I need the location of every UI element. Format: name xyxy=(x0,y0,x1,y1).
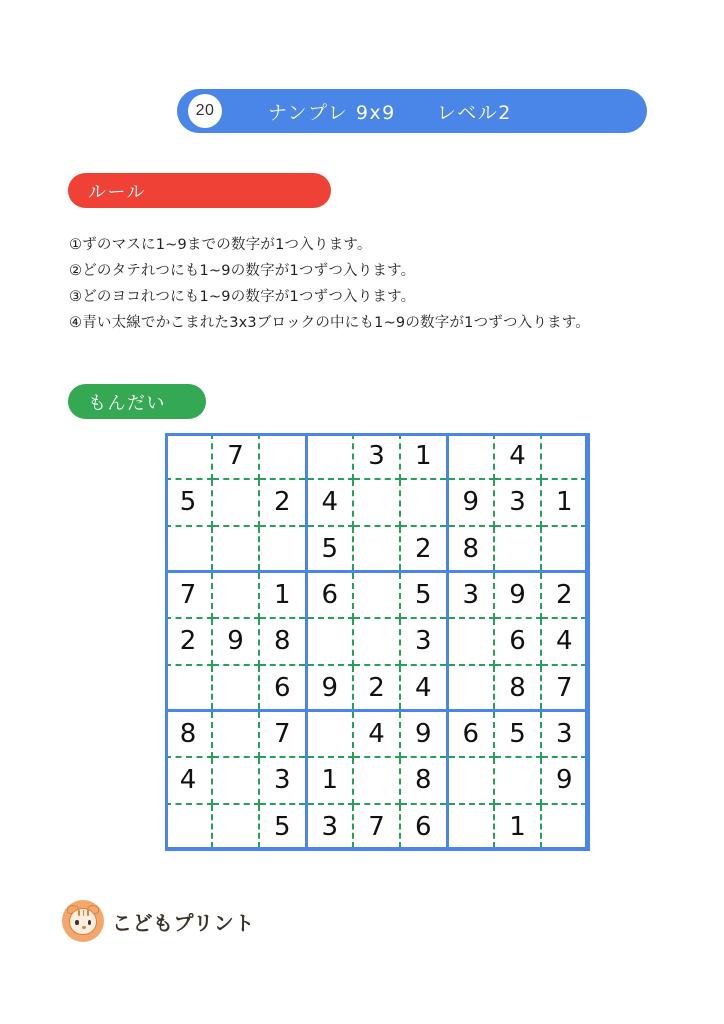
sudoku-cell-given[interactable] xyxy=(306,572,353,618)
rule-item-2: ②どのタテれつにも1~9の数字が1つずつ入ります。 xyxy=(69,263,416,279)
sudoku-cell-given[interactable] xyxy=(447,711,494,757)
sudoku-cell-given[interactable] xyxy=(306,665,353,711)
sudoku-row xyxy=(165,757,588,803)
sudoku-cell-value: 3 xyxy=(321,811,339,842)
sudoku-cell-value: 9 xyxy=(414,719,432,750)
sudoku-cell-given[interactable] xyxy=(494,711,541,757)
sudoku-cell-empty[interactable] xyxy=(212,479,259,525)
rules-section-banner xyxy=(68,173,331,208)
sudoku-cell-given[interactable] xyxy=(494,433,541,479)
sudoku-cell-value: 8 xyxy=(273,626,291,657)
sudoku-cell-value: 8 xyxy=(414,765,432,796)
sudoku-cell-value: 2 xyxy=(555,580,573,611)
sudoku-cell-value: 3 xyxy=(414,626,432,657)
sudoku-cell-value: 4 xyxy=(321,487,339,518)
rule-item-3: ③どのヨコれつにも1~9の数字が1つずつ入ります。 xyxy=(69,289,416,305)
sudoku-cell-given[interactable] xyxy=(306,526,353,572)
sudoku-cell-given[interactable] xyxy=(541,665,588,711)
sudoku-puzzle xyxy=(165,433,588,850)
sudoku-cell-value: 8 xyxy=(179,719,197,750)
sudoku-cell-empty[interactable] xyxy=(447,665,494,711)
sudoku-cell-given[interactable] xyxy=(306,757,353,803)
sudoku-cell-value: 9 xyxy=(555,765,573,796)
sudoku-cell-value: 3 xyxy=(555,719,573,750)
sudoku-cell-given[interactable] xyxy=(400,526,447,572)
sudoku-cell-given[interactable] xyxy=(259,711,306,757)
sudoku-row xyxy=(165,479,588,525)
sudoku-cell-empty[interactable] xyxy=(353,479,400,525)
sudoku-cell-value: 1 xyxy=(273,580,291,611)
sudoku-cell-given[interactable] xyxy=(353,665,400,711)
sudoku-cell-value: 1 xyxy=(321,765,339,796)
sudoku-cell-empty[interactable] xyxy=(447,804,494,850)
sudoku-cell-given[interactable] xyxy=(494,804,541,850)
sudoku-cell-given[interactable] xyxy=(541,479,588,525)
sudoku-cell-empty[interactable] xyxy=(447,757,494,803)
sudoku-cell-given[interactable] xyxy=(259,757,306,803)
sudoku-cell-value: 2 xyxy=(273,487,291,518)
sudoku-cell-value: 8 xyxy=(462,533,480,564)
sudoku-cell-value: 7 xyxy=(273,719,291,750)
sudoku-cell-given[interactable] xyxy=(306,479,353,525)
sudoku-row xyxy=(165,665,588,711)
sudoku-cell-given[interactable] xyxy=(494,665,541,711)
sudoku-cell-empty[interactable] xyxy=(212,757,259,803)
sudoku-cell-value: 9 xyxy=(509,580,526,611)
cat-eye-left-icon xyxy=(75,920,79,925)
sudoku-cell-given[interactable] xyxy=(259,572,306,618)
sudoku-cell-value: 6 xyxy=(321,580,339,611)
sudoku-cell-given[interactable] xyxy=(400,665,447,711)
sudoku-cell-given[interactable] xyxy=(541,572,588,618)
sudoku-cell-empty[interactable] xyxy=(306,433,353,479)
sudoku-cell-given[interactable] xyxy=(259,618,306,664)
sudoku-cell-empty[interactable] xyxy=(212,804,259,850)
sudoku-cell-given[interactable] xyxy=(165,618,212,664)
sudoku-cell-given[interactable] xyxy=(494,572,541,618)
sudoku-cell-empty[interactable] xyxy=(353,618,400,664)
sudoku-cell-empty[interactable] xyxy=(212,526,259,572)
sudoku-cell-given[interactable] xyxy=(447,479,494,525)
sudoku-cell-value: 3 xyxy=(273,765,291,796)
sudoku-cell-empty[interactable] xyxy=(353,572,400,618)
sudoku-cell-value: 9 xyxy=(227,626,244,657)
sudoku-cell-given[interactable] xyxy=(541,757,588,803)
sudoku-cell-value: 1 xyxy=(414,440,432,471)
sudoku-cell-value: 5 xyxy=(509,719,526,750)
sudoku-cell-given[interactable] xyxy=(400,711,447,757)
site-logo xyxy=(62,900,255,942)
sudoku-cell-value: 6 xyxy=(273,672,291,703)
sudoku-row xyxy=(165,433,588,479)
sudoku-cell-given[interactable] xyxy=(306,804,353,850)
rule-item-4: ④青い太線でかこまれた3x3ブロックの中にも1~9の数字が1つずつ入ります。 xyxy=(69,315,591,331)
rule-item-1: ①ずのマスに1~9までの数字が1つ入ります。 xyxy=(69,237,372,253)
sudoku-cell-given[interactable] xyxy=(353,804,400,850)
sudoku-cell-value: 4 xyxy=(509,440,526,471)
sudoku-cell-empty[interactable] xyxy=(353,757,400,803)
sudoku-cell-given[interactable] xyxy=(400,572,447,618)
sudoku-cell-given[interactable] xyxy=(165,479,212,525)
cat-eye-right-icon xyxy=(88,920,92,925)
sudoku-cell-empty[interactable] xyxy=(165,433,212,479)
sudoku-cell-given[interactable] xyxy=(353,433,400,479)
sudoku-cell-empty[interactable] xyxy=(259,526,306,572)
sudoku-cell-value: 5 xyxy=(414,580,432,611)
sudoku-row xyxy=(165,804,588,850)
sudoku-cell-empty[interactable] xyxy=(165,804,212,850)
sudoku-cell-given[interactable] xyxy=(400,804,447,850)
sudoku-cell-given[interactable] xyxy=(259,804,306,850)
cat-nose-icon xyxy=(82,926,86,929)
sudoku-cell-value: 2 xyxy=(414,533,432,564)
rules-banner-label: ルール xyxy=(88,181,147,203)
sudoku-cell-empty[interactable] xyxy=(212,572,259,618)
sudoku-cell-given[interactable] xyxy=(165,572,212,618)
sudoku-row xyxy=(165,618,588,664)
sudoku-row xyxy=(165,711,588,757)
sudoku-cell-given[interactable] xyxy=(541,711,588,757)
sudoku-cell-value: 7 xyxy=(555,672,573,703)
sudoku-cell-value: 6 xyxy=(509,626,526,657)
sudoku-cell-value: 6 xyxy=(462,719,480,750)
sudoku-cell-value: 7 xyxy=(227,440,244,471)
sudoku-cell-given[interactable] xyxy=(494,479,541,525)
sudoku-cell-given[interactable] xyxy=(447,572,494,618)
sudoku-cell-given[interactable] xyxy=(212,433,259,479)
sudoku-cell-value: 9 xyxy=(321,672,339,703)
cat-stripe-icon xyxy=(83,910,85,916)
sudoku-cell-empty[interactable] xyxy=(212,711,259,757)
sudoku-cell-empty[interactable] xyxy=(306,618,353,664)
problem-section-banner xyxy=(68,384,206,419)
sudoku-cell-value: 2 xyxy=(368,672,385,703)
sudoku-cell-given[interactable] xyxy=(259,479,306,525)
sudoku-cell-given[interactable] xyxy=(447,526,494,572)
cat-stripe-icon xyxy=(87,910,89,916)
sudoku-cell-empty[interactable] xyxy=(165,526,212,572)
sudoku-cell-given[interactable] xyxy=(165,711,212,757)
sudoku-cell-value: 1 xyxy=(509,811,526,842)
sudoku-row xyxy=(165,526,588,572)
rules-list xyxy=(69,232,669,336)
problem-banner-label: もんだい xyxy=(88,392,166,414)
sudoku-cell-empty[interactable] xyxy=(259,433,306,479)
cat-face-icon xyxy=(62,900,104,942)
sudoku-cell-value: 2 xyxy=(179,626,197,657)
sudoku-cell-value: 5 xyxy=(273,811,291,842)
sudoku-cell-empty[interactable] xyxy=(212,665,259,711)
sudoku-cell-empty[interactable] xyxy=(306,711,353,757)
sudoku-cell-value: 9 xyxy=(462,487,480,518)
sudoku-cell-empty[interactable] xyxy=(541,526,588,572)
sudoku-cell-given[interactable] xyxy=(400,757,447,803)
sudoku-cell-value: 5 xyxy=(321,533,339,564)
sudoku-cell-empty[interactable] xyxy=(494,526,541,572)
sudoku-cell-value: 3 xyxy=(509,487,526,518)
sudoku-cell-given[interactable] xyxy=(165,757,212,803)
sudoku-cell-value: 4 xyxy=(368,719,385,750)
page-title: ナンプレ 9x9 レベル2 xyxy=(268,101,512,124)
sudoku-cell-value: 7 xyxy=(179,580,197,611)
sudoku-cell-empty[interactable] xyxy=(494,757,541,803)
sudoku-cell-value: 4 xyxy=(179,765,197,796)
sudoku-cell-given[interactable] xyxy=(494,618,541,664)
sudoku-cell-given[interactable] xyxy=(400,618,447,664)
sudoku-grid xyxy=(165,433,590,851)
sudoku-cell-empty[interactable] xyxy=(541,804,588,850)
sudoku-cell-empty[interactable] xyxy=(353,526,400,572)
worksheet-header-bar xyxy=(177,89,647,133)
cat-stripe-icon xyxy=(78,910,80,916)
sudoku-cell-empty[interactable] xyxy=(541,433,588,479)
site-logo-text: こどもプリント xyxy=(112,910,255,935)
sudoku-cell-value: 3 xyxy=(368,440,385,471)
sudoku-cell-empty[interactable] xyxy=(447,433,494,479)
sudoku-cell-value: 7 xyxy=(368,811,385,842)
sudoku-cell-empty[interactable] xyxy=(447,618,494,664)
sudoku-cell-value: 8 xyxy=(509,672,526,703)
sudoku-cell-given[interactable] xyxy=(212,618,259,664)
sudoku-row xyxy=(165,572,588,618)
sudoku-cell-empty[interactable] xyxy=(400,479,447,525)
sudoku-cell-given[interactable] xyxy=(400,433,447,479)
sudoku-cell-value: 3 xyxy=(462,580,480,611)
sudoku-cell-value: 5 xyxy=(179,487,197,518)
worksheet-number-badge: 20 xyxy=(188,94,222,128)
sudoku-cell-value: 1 xyxy=(555,487,573,518)
sudoku-cell-value: 4 xyxy=(414,672,432,703)
sudoku-cell-value: 6 xyxy=(414,811,432,842)
sudoku-cell-value: 4 xyxy=(555,626,573,657)
sudoku-cell-given[interactable] xyxy=(259,665,306,711)
sudoku-cell-given[interactable] xyxy=(353,711,400,757)
sudoku-cell-given[interactable] xyxy=(541,618,588,664)
sudoku-cell-empty[interactable] xyxy=(165,665,212,711)
